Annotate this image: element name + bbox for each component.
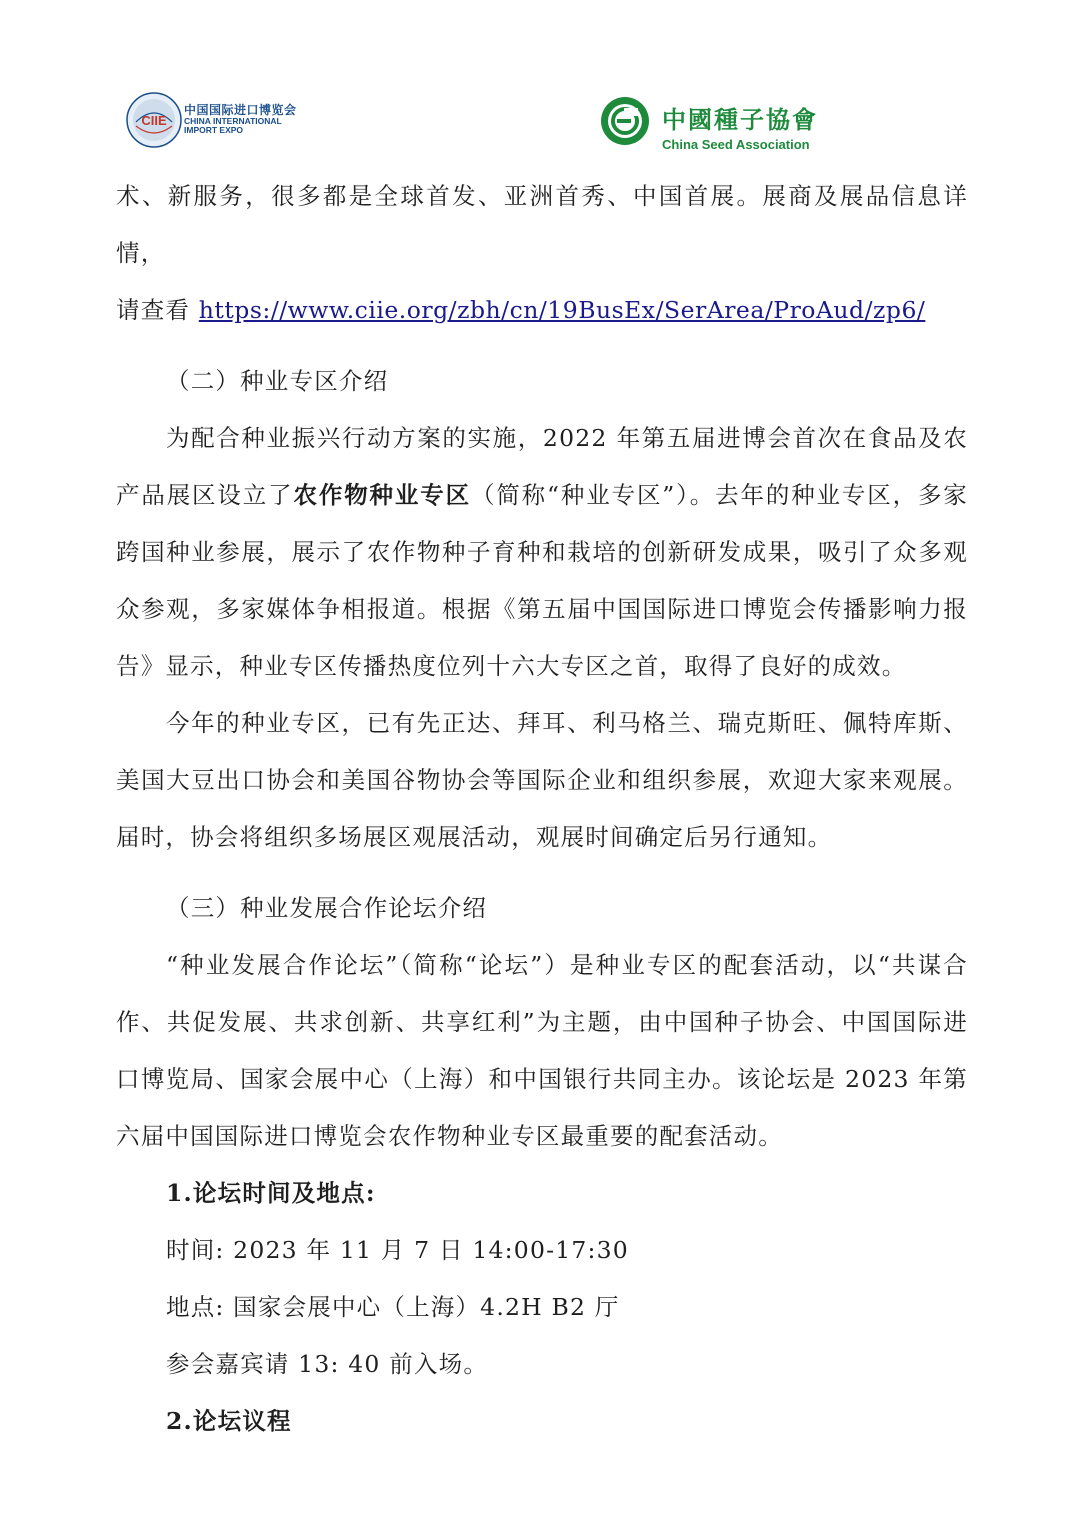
intro-line-1: 术、新服务，很多都是全球首发、亚洲首秀、中国首展。展商及展品信息详情，	[116, 182, 968, 267]
forum-agenda-heading: 2.论坛议程	[166, 1407, 292, 1435]
ciie-logo-cn: 中国国际进口博览会	[184, 103, 297, 117]
ciie-logo-en1: CHINA INTERNATIONAL	[184, 115, 282, 126]
section-3-title: （三）种业发展合作论坛介绍	[166, 894, 488, 922]
ciie-logo-en2: IMPORT EXPO	[184, 124, 244, 135]
section-3-paragraph-1: “种业发展合作论坛”（简称“论坛”）是种业专区的配套活动，以“共谋合作、共促发展、共求创新、共享红利”为主题，由中国种子协会、中国国际进口博览局、国家会展中心（上海）和中国银行共同主办。该论坛是 2023 年第六届中国国际进口博览会农作物种业专区最重要的配套活动。	[116, 951, 968, 1150]
csa-logo	[600, 96, 830, 152]
intro-line-2	[116, 282, 968, 339]
forum-place: 地点: 国家会展中心（上海）4.2H B2 厅	[166, 1293, 620, 1321]
csa-logo-en: China Seed Association	[662, 137, 810, 152]
intro-link-prefix: 请查看	[116, 296, 199, 324]
forum-time-place-heading: 1.论坛时间及地点:	[166, 1179, 376, 1207]
ciie-mark: CIIE	[141, 113, 167, 128]
page-header	[0, 86, 1080, 166]
section-2-paragraph-1: 为配合种业振兴行动方案的实施，2022 年第五届进博会首次在食品及农产品展区设立了农作物种业专区（简称“种业专区”）。去年的种业专区，多家跨国种业参展，展示了农作物种子育种和栽培的创新研发成果，吸引了众多观众参观，多家媒体争相报道。根据《第五届中国国际进口博览会传播影响力报告》显示，种业专区传播热度位列十六大专区之首，取得了良好的成效。	[116, 424, 969, 680]
crop-seed-zone-bold: 农作物种业专区	[293, 481, 471, 509]
ciie-logo	[126, 92, 316, 152]
csa-seal-icon	[600, 96, 650, 146]
forum-entry-time: 参会嘉宾请 13: 40 前入场。	[166, 1350, 489, 1378]
ciie-globe-icon	[126, 92, 182, 148]
document-body	[116, 168, 968, 1450]
section-2-paragraph-2: 今年的种业专区，已有先正达、拜耳、利马格兰、瑞克斯旺、佩特库斯、美国大豆出口协会和美国谷物协会等国际企业和组织参展，欢迎大家来观展。届时，协会将组织多场展区观展活动，观展时间确定后另行通知。	[116, 709, 968, 851]
ciie-exhibitor-link[interactable]: https://www.ciie.org/zbh/cn/19BusEx/SerArea/ProAud/zp6/	[198, 296, 926, 324]
csa-logo-cn: 中國種子協會	[662, 105, 818, 134]
forum-time: 时间: 2023 年 11 月 7 日 14:00-17:30	[166, 1236, 629, 1264]
section-2-title: （二）种业专区介绍	[166, 367, 389, 395]
